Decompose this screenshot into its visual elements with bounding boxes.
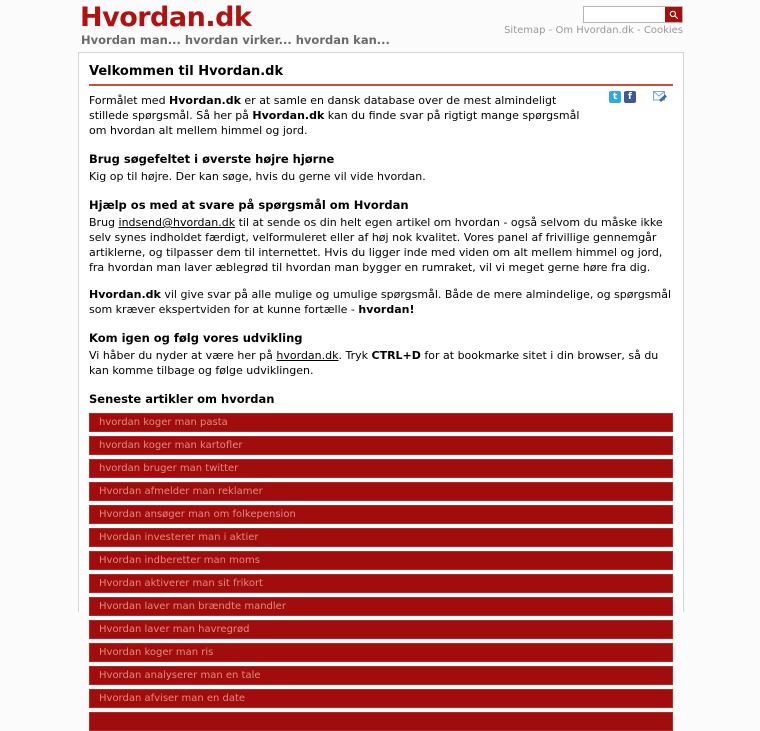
article-item[interactable]: Hvordan analyserer man en tale <box>89 666 673 685</box>
nav-link-sitemap[interactable]: Sitemap <box>504 25 546 36</box>
inline-link[interactable]: hvordan.dk <box>276 349 339 362</box>
article-item[interactable]: Hvordan afmelder man reklamer <box>89 482 673 501</box>
article-item[interactable]: hvordan koger man kartofler <box>89 436 673 455</box>
search-icon <box>669 10 679 20</box>
section-body-search: Kig op til højre. Der kan søge, hvis du gerne vil vide hvordan. <box>89 170 426 183</box>
site-logo[interactable]: Hvordan.dk <box>80 2 252 33</box>
article-item[interactable]: hvordan koger man pasta <box>89 413 673 432</box>
article-item[interactable]: Hvordan indberetter man moms <box>89 551 673 570</box>
article-list <box>89 413 673 708</box>
article-item[interactable]: Hvordan afviser man en date <box>89 689 673 708</box>
page-title: Velkommen til Hvordan.dk <box>89 64 284 79</box>
search-input[interactable] <box>584 7 665 22</box>
article-item-partial[interactable] <box>89 712 673 731</box>
article-item[interactable]: Hvordan laver man havregrød <box>89 620 673 639</box>
search-box <box>583 6 683 23</box>
inline-link[interactable]: indsend@hvordan.dk <box>118 216 236 229</box>
section-body-return: Vi håber du nyder at være her på hvordan.dk. Tryk CTRL+D for at bookmarke sitet i din browser, så du kan komme tilbage og følge udviklingen. <box>89 349 659 377</box>
title-divider <box>89 84 673 86</box>
facebook-icon[interactable]: f <box>624 91 636 103</box>
promise-paragraph: Hvordan.dk vil give svar på alle mulige og umulige spørgsmål. Både de mere almindelige, og spørgsmål som kræver ekspertviden for at kunne fortælle - hvordan! <box>89 288 672 316</box>
nav-separator: - <box>545 25 556 36</box>
article-item[interactable]: Hvordan laver man brændte mandler <box>89 597 673 616</box>
article-item[interactable]: hvordan bruger man twitter <box>89 459 673 478</box>
articles-heading: Seneste artikler om hvordan <box>89 392 275 406</box>
email-icon[interactable] <box>653 87 667 106</box>
section-heading-search: Brug søgefeltet i øverste højre hjørne <box>89 152 335 166</box>
article-item[interactable]: Hvordan aktiverer man sit frikort <box>89 574 673 593</box>
section-body-help: Brug indsend@hvordan.dk til at sende os din helt egen artikel om hvordan - også selvom du måske ikke selv synes indholdet færdigt, velformuleret eller af høj nok kvalitet. Vores panel af frivillige gennemgår artiklerne, og tilpasser dem til internettet. Hvis du ligger inde med viden om alt mellem himmel og jord, fra hvordan man laver æblegrød til hvordan man bygger en rumraket, vil vi meget gerne høre fra dig. <box>89 216 663 274</box>
article-item[interactable]: Hvordan ansøger man om folkepension <box>89 505 673 524</box>
main-content <box>78 52 684 704</box>
search-button[interactable] <box>665 7 682 22</box>
section-heading-return: Kom igen og følg vores udvikling <box>89 331 303 345</box>
article-item[interactable]: Hvordan koger man ris <box>89 643 673 662</box>
article-item[interactable]: Hvordan investerer man i aktier <box>89 528 673 547</box>
top-nav <box>504 25 683 36</box>
section-heading-help: Hjælp os med at svare på spørgsmål om Hvordan <box>89 198 409 212</box>
nav-separator: - <box>633 25 644 36</box>
site-tagline: Hvordan man... hvordan virker... hvordan kan... <box>81 33 390 47</box>
nav-link-cookies[interactable]: Cookies <box>643 25 683 36</box>
nav-link-om-hvordan[interactable]: Om Hvordan.dk <box>555 25 634 36</box>
twitter-icon[interactable]: t <box>609 91 621 103</box>
intro-paragraph: Formålet med Hvordan.dk er at samle en dansk database over de mest almindeligt stillede spørgsmål. Så her på Hvordan.dk kan du finde svar på rigtigt mange spørgsmål om hvordan alt mellem himmel og jord. <box>89 94 580 137</box>
share-icons <box>609 87 667 106</box>
